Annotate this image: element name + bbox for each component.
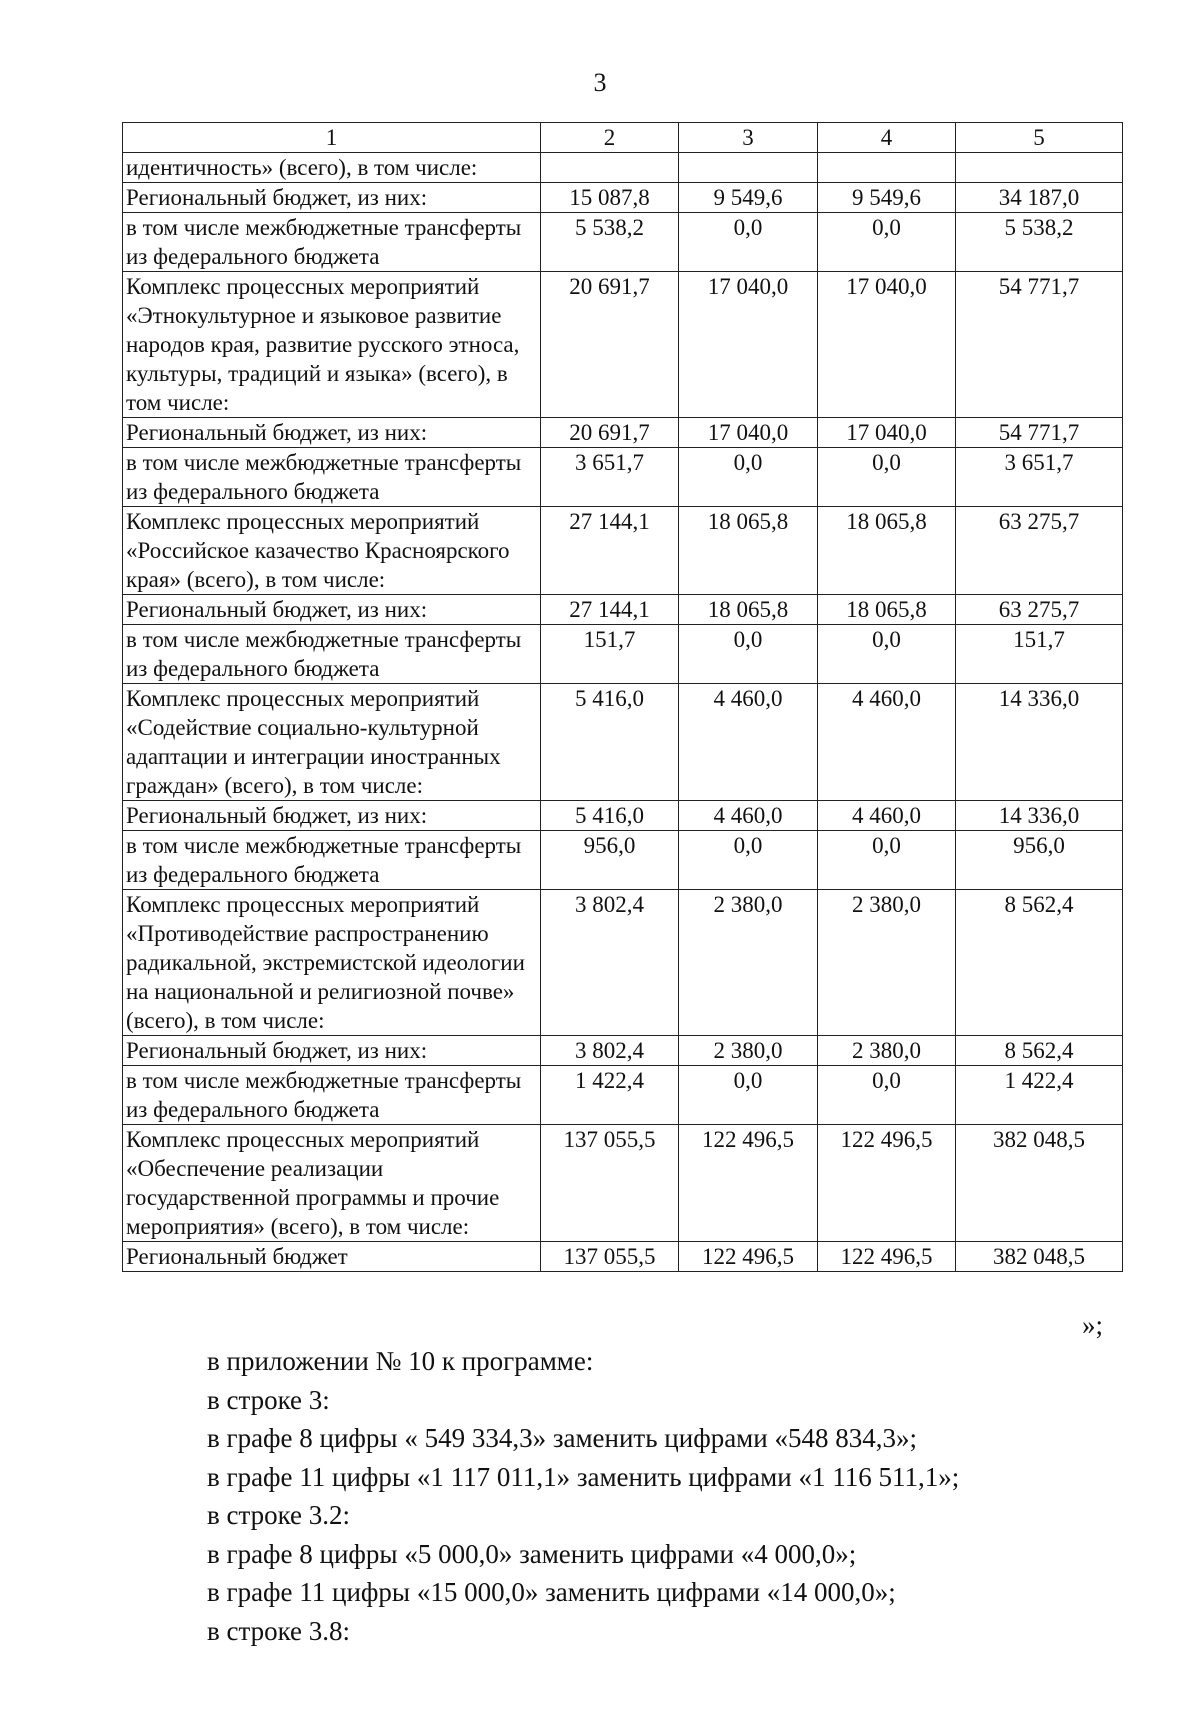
value-cell: 17 040,0 [818, 418, 956, 448]
table-row [123, 684, 1123, 801]
value-cell [956, 153, 1123, 183]
value-cell: 8 562,4 [956, 890, 1123, 1036]
amendment-line: в графе 8 цифры «5 000,0» заменить цифрами «4 000,0»; [207, 1538, 857, 1569]
table-row [123, 1242, 1123, 1272]
row-label-cell: Комплекс процессных мероприятий «Обеспечение реализации государственной программы и прочие мероприятия» (всего), в том числе: [123, 1125, 541, 1242]
table-row [123, 153, 1123, 183]
row-label-cell: Региональный бюджет [123, 1242, 541, 1272]
amendment-line: в графе 8 цифры « 549 334,3» заменить цифрами «548 834,3»; [207, 1423, 917, 1453]
value-cell [818, 153, 956, 183]
value-cell: 34 187,0 [956, 183, 1123, 213]
value-cell: 0,0 [818, 213, 956, 272]
value-cell: 0,0 [679, 213, 818, 272]
value-cell: 5 416,0 [541, 801, 679, 831]
value-cell: 122 496,5 [679, 1125, 818, 1242]
row-label-cell: Региональный бюджет, из них: [123, 183, 541, 213]
row-label-cell: в том числе межбюджетные трансферты из федерального бюджета [123, 831, 541, 890]
value-cell: 20 691,7 [541, 272, 679, 418]
row-label-cell: Комплекс процессных мероприятий «Российское казачество Красноярского края» (всего), в том числе: [123, 507, 541, 595]
row-label-cell: Комплекс процессных мероприятий «Этнокультурное и языковое развитие народов края, развитие русского этноса, культуры, традиций и языка» (всего), в том числе: [123, 272, 541, 418]
table-row [123, 1066, 1123, 1125]
table-row [123, 595, 1123, 625]
value-cell [541, 153, 679, 183]
table-row [123, 625, 1123, 684]
value-cell: 17 040,0 [679, 272, 818, 418]
value-cell: 1 422,4 [956, 1066, 1123, 1125]
value-cell: 4 460,0 [679, 684, 818, 801]
value-cell: 2 380,0 [679, 1036, 818, 1066]
value-cell: 3 802,4 [541, 890, 679, 1036]
table-row [123, 183, 1123, 213]
page-number: 3 [593, 68, 607, 97]
column-header: 3 [679, 123, 818, 153]
table-row [123, 507, 1123, 595]
amendment-line: в строке 3: [207, 1384, 330, 1415]
value-cell: 63 275,7 [956, 595, 1123, 625]
value-cell: 18 065,8 [818, 507, 956, 595]
value-cell: 5 538,2 [541, 213, 679, 272]
value-cell: 9 549,6 [818, 183, 956, 213]
column-header: 4 [818, 123, 956, 153]
value-cell: 0,0 [818, 831, 956, 890]
value-cell: 5 538,2 [956, 213, 1123, 272]
row-label-cell: Комплекс процессных мероприятий «Противодействие распространению радикальной, экстремистской идеологии на национальной и религиозной почве» (всего), в том числе: [123, 890, 541, 1036]
value-cell: 956,0 [956, 831, 1123, 890]
table-row [123, 213, 1123, 272]
table-row [123, 448, 1123, 507]
value-cell: 3 651,7 [541, 448, 679, 507]
value-cell: 4 460,0 [818, 684, 956, 801]
table-row [123, 890, 1123, 1036]
value-cell: 8 562,4 [956, 1036, 1123, 1066]
value-cell: 63 275,7 [956, 507, 1123, 595]
table-row [123, 831, 1123, 890]
value-cell: 0,0 [679, 625, 818, 684]
value-cell: 0,0 [679, 831, 818, 890]
value-cell: 20 691,7 [541, 418, 679, 448]
value-cell: 54 771,7 [956, 272, 1123, 418]
value-cell: 122 496,5 [679, 1242, 818, 1272]
budget-table [122, 122, 1123, 1272]
value-cell: 14 336,0 [956, 684, 1123, 801]
value-cell: 956,0 [541, 831, 679, 890]
value-cell: 1 422,4 [541, 1066, 679, 1125]
row-label-cell: Региональный бюджет, из них: [123, 801, 541, 831]
value-cell: 54 771,7 [956, 418, 1123, 448]
amendment-line: в приложении № 10 к программе: [207, 1346, 594, 1376]
value-cell: 382 048,5 [956, 1125, 1123, 1242]
value-cell: 2 380,0 [818, 1036, 956, 1066]
row-label-cell: Региональный бюджет, из них: [123, 418, 541, 448]
row-label-cell: Региональный бюджет, из них: [123, 595, 541, 625]
value-cell: 0,0 [679, 1066, 818, 1125]
table-header-row [123, 123, 1123, 153]
value-cell: 137 055,5 [541, 1242, 679, 1272]
value-cell: 4 460,0 [818, 801, 956, 831]
table-row [123, 1125, 1123, 1242]
value-cell: 122 496,5 [818, 1242, 956, 1272]
table-row [123, 1036, 1123, 1066]
amendments-text [207, 1342, 1147, 1650]
row-label-cell: в том числе межбюджетные трансферты из федерального бюджета [123, 448, 541, 507]
value-cell: 137 055,5 [541, 1125, 679, 1242]
column-header: 2 [541, 123, 679, 153]
value-cell [679, 153, 818, 183]
value-cell: 4 460,0 [679, 801, 818, 831]
row-label-cell: Комплекс процессных мероприятий «Содействие социально-культурной адаптации и интеграции иностранных граждан» (всего), в том числе: [123, 684, 541, 801]
value-cell: 18 065,8 [818, 595, 956, 625]
value-cell: 9 549,6 [679, 183, 818, 213]
value-cell: 3 651,7 [956, 448, 1123, 507]
row-label-cell: Региональный бюджет, из них: [123, 1036, 541, 1066]
value-cell: 0,0 [818, 1066, 956, 1125]
table-row [123, 801, 1123, 831]
amendment-line: в графе 11 цифры «1 117 011,1» заменить цифрами «1 116 511,1»; [207, 1461, 960, 1492]
value-cell: 14 336,0 [956, 801, 1123, 831]
value-cell: 2 380,0 [679, 890, 818, 1036]
column-header: 1 [123, 123, 541, 153]
row-label-cell: в том числе межбюджетные трансферты из федерального бюджета [123, 625, 541, 684]
table-row [123, 418, 1123, 448]
value-cell: 18 065,8 [679, 507, 818, 595]
row-label-cell: идентичность» (всего), в том числе: [123, 153, 541, 183]
value-cell: 15 087,8 [541, 183, 679, 213]
row-label-cell: в том числе межбюджетные трансферты из федерального бюджета [123, 1066, 541, 1125]
value-cell: 5 416,0 [541, 684, 679, 801]
value-cell: 151,7 [956, 625, 1123, 684]
value-cell: 0,0 [818, 448, 956, 507]
amendment-line: в графе 11 цифры «15 000,0» заменить цифрами «14 000,0»; [207, 1577, 896, 1607]
row-label-cell: в том числе межбюджетные трансферты из федерального бюджета [123, 213, 541, 272]
value-cell: 0,0 [679, 448, 818, 507]
value-cell: 18 065,8 [679, 595, 818, 625]
value-cell: 27 144,1 [541, 595, 679, 625]
value-cell: 0,0 [818, 625, 956, 684]
table-row [123, 272, 1123, 418]
column-header: 5 [956, 123, 1123, 153]
amendment-line: в строке 3.8: [207, 1615, 351, 1646]
value-cell: 2 380,0 [818, 890, 956, 1036]
value-cell: 27 144,1 [541, 507, 679, 595]
value-cell: 382 048,5 [956, 1242, 1123, 1272]
table-body [123, 153, 1123, 1272]
value-cell: 122 496,5 [818, 1125, 956, 1242]
closing-quote-mark: »; [1082, 1310, 1104, 1340]
value-cell: 3 802,4 [541, 1036, 679, 1066]
value-cell: 151,7 [541, 625, 679, 684]
value-cell: 17 040,0 [679, 418, 818, 448]
amendment-line: в строке 3.2: [207, 1500, 351, 1530]
value-cell: 17 040,0 [818, 272, 956, 418]
